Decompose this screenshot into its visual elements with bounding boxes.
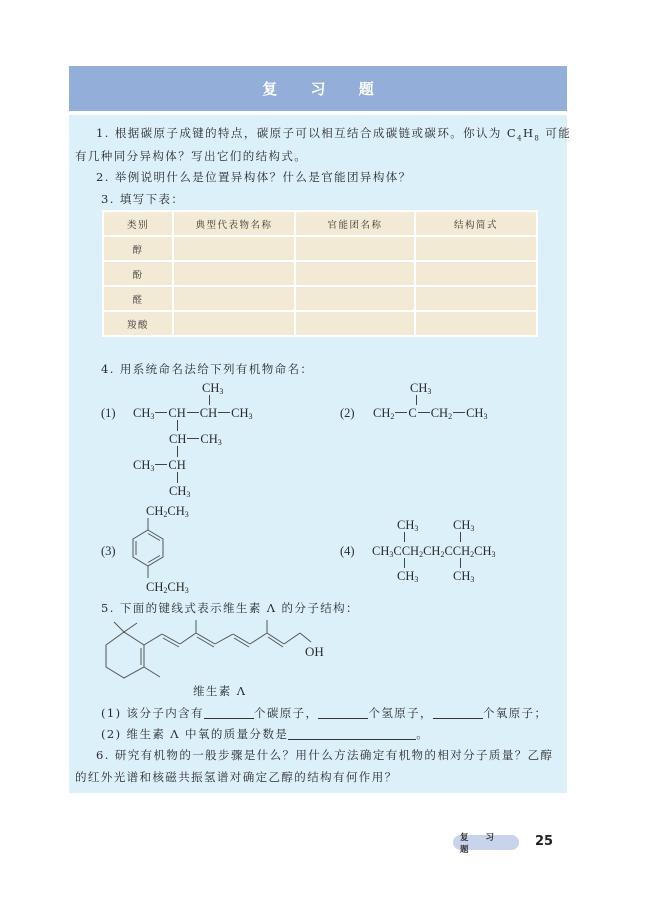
oxygen-mass-fraction-blank[interactable] (288, 728, 416, 740)
bond (209, 395, 210, 405)
q4-4-bottom-branch-2: $CH_3$ (453, 569, 475, 584)
q1-h: H (522, 126, 535, 140)
q4-4-bottom-branch-1: $CH_3$ (397, 569, 419, 584)
question-5-sub-2 (101, 727, 429, 741)
q5-2-prefix: (2) 维生素 Λ 中氧的质量分数是 (101, 727, 289, 741)
benzene-ring-icon (130, 518, 170, 586)
carbon-count-blank[interactable] (204, 707, 254, 719)
table-cell[interactable] (173, 311, 295, 336)
q4-4-main-chain: $CH_3CCH_2CH_2CCH_2CH_3$ (372, 544, 496, 559)
question-1-line-1 (96, 126, 571, 145)
bond (177, 420, 178, 431)
table-cell-category: 醇 (103, 236, 173, 261)
q4-1-bottom: $CH_3$ (169, 484, 191, 499)
q4-4-top-branch-2: $CH_3$ (453, 518, 475, 533)
q4-item-3-label: (3) (101, 544, 116, 558)
bond (416, 395, 417, 405)
question-3: 3. 填写下表： (101, 192, 185, 206)
footer-section-label (453, 832, 519, 855)
table-cell[interactable] (173, 286, 295, 311)
table-cell[interactable] (295, 261, 415, 286)
table-cell[interactable] (415, 286, 537, 311)
q4-item-2-label: (2) (340, 406, 355, 420)
q4-1-row-3: $CH_3$ CH (133, 458, 186, 473)
q4-4-top-branch-1: $CH_3$ (397, 518, 419, 533)
table-row (103, 236, 537, 261)
q1-text: 1. 根据碳原子成键的特点，碳原子可以相互结合成碳链或碳环。你认为 C (96, 126, 518, 140)
table-cell[interactable] (173, 236, 295, 261)
bond (177, 472, 178, 483)
question-4: 4. 用系统命名法给下列有机物命名： (101, 362, 314, 376)
fill-in-table (102, 210, 538, 337)
table-header-cell: 结构简式 (415, 211, 537, 236)
question-6-line-1: 6. 研究有机物的一般步骤是什么？用什么方法确定有机物的相对分子质量？乙醇 (96, 748, 554, 762)
section-title: 复 习 题 (262, 80, 388, 98)
table-row (103, 286, 537, 311)
question-2: 2. 举例说明什么是位置异构体？什么是官能团异构体？ (96, 170, 412, 184)
table-header-cell: 典型代表物名称 (173, 211, 295, 236)
page-number: 25 (535, 834, 554, 849)
q4-3-top-substituent: $CH_2CH_3$ (146, 504, 189, 519)
q5-1-mid2: 个氢原子， (368, 706, 433, 720)
q1-h-subscript: 8 (534, 134, 541, 143)
table-cell[interactable] (295, 311, 415, 336)
oxygen-count-blank[interactable] (433, 707, 483, 719)
question-1-line-2: 有几种同分异构体？写出它们的结构式。 (75, 149, 308, 163)
table-cell[interactable] (415, 261, 537, 286)
bond (404, 558, 405, 568)
table-cell[interactable] (415, 236, 537, 261)
table-cell[interactable] (295, 236, 415, 261)
question-5-sub-1 (101, 706, 547, 720)
q1-suffix: 可能 (540, 126, 572, 140)
structure-caption: 维生素 Λ (193, 684, 247, 698)
table-header-cell: 官能团名称 (295, 211, 415, 236)
bond (404, 532, 405, 542)
table-cell-category: 醛 (103, 286, 173, 311)
footer-section-text: 复 习 题 (460, 832, 501, 855)
q4-1-row-2: CH $CH_3$ (169, 432, 222, 447)
q5-1-prefix: (1) 该分子内含有 (101, 706, 204, 720)
q5-1-suffix: 个氧原子； (482, 706, 548, 720)
table-row (103, 261, 537, 286)
table-cell[interactable] (415, 311, 537, 336)
section-header (69, 66, 567, 111)
bond (460, 558, 461, 568)
table-header-row (103, 211, 537, 236)
q4-item-4-label: (4) (340, 544, 355, 558)
table-cell-category: 羧酸 (103, 311, 173, 336)
bond (177, 446, 178, 457)
q4-item-1-label: (1) (101, 406, 116, 420)
q5-2-suffix: 。 (416, 727, 430, 741)
vitamin-a-skeletal-structure-icon (100, 620, 340, 680)
table-header-cell: 类别 (103, 211, 173, 236)
table-cell[interactable] (173, 261, 295, 286)
table-cell-category: 酚 (103, 261, 173, 286)
hydrogen-count-blank[interactable] (318, 707, 368, 719)
q4-1-top-branch: $CH_3$ (202, 381, 224, 396)
question-6-line-2: 的红外光谱和核磁共振氢谱对确定乙醇的结构有何作用？ (75, 770, 398, 784)
bond (460, 532, 461, 542)
question-5: 5. 下面的键线式表示维生素 Λ 的分子结构： (101, 601, 359, 615)
table-row (103, 311, 537, 336)
table-cell[interactable] (295, 286, 415, 311)
q5-1-mid1: 个碳原子， (253, 706, 319, 720)
hydroxyl-label: OH (305, 644, 324, 659)
q4-2-top-branch: $CH_3$ (410, 381, 432, 396)
q4-1-main-chain: $CH_3$ CH CH $CH_3$ (133, 406, 253, 421)
q4-2-main-chain: $CH_2$ C $CH_2$ $CH_3$ (373, 406, 488, 421)
q1-c-subscript: 4 (517, 134, 523, 143)
q4-3-bottom-substituent: $CH_2CH_3$ (146, 580, 189, 595)
